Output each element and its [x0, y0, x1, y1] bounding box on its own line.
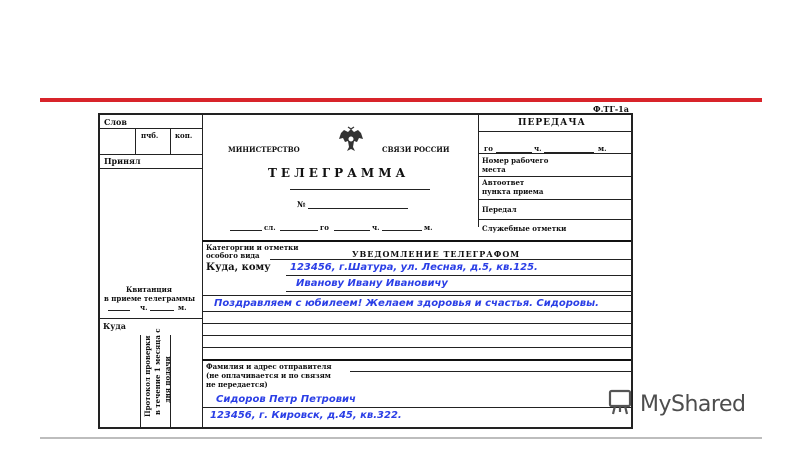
slov-label: Слов: [104, 117, 127, 127]
body-rule: [202, 407, 631, 408]
m-label: м.: [424, 223, 433, 232]
presentation-board-icon: [606, 388, 634, 420]
left-column-divider: [202, 115, 203, 427]
sender-label: Фамилия и адрес отправителя: [206, 362, 332, 371]
left-grid-line: [170, 128, 171, 154]
top-red-rule: [40, 98, 762, 102]
telegram-form: [98, 104, 633, 429]
address-text: 123456, г.Шатура, ул. Лесная, д.5, кв.125.: [290, 262, 538, 273]
recipient-text: Иванову Ивану Ивановичу: [296, 278, 448, 289]
sender-address-text: 123456, г. Кировск, д.45, кв.322.: [210, 410, 402, 421]
body-rule: [202, 335, 631, 336]
right-grid-line: [478, 176, 631, 177]
right-grid-line: [478, 219, 631, 220]
peredacha-ch: ч.: [534, 144, 542, 153]
sender-label-2: (не оплачивается и по связям: [206, 371, 331, 380]
avtootvet-label-2: пункта приема: [482, 187, 544, 196]
svyazi-label: СВЯЗИ РОССИИ: [382, 145, 450, 154]
kvitanciya-ch: ч.: [140, 303, 148, 312]
myshared-text: MyShared: [640, 391, 746, 417]
ch-label: ч.: [372, 223, 380, 232]
blank-line: [280, 230, 318, 231]
body-rule: [202, 311, 631, 312]
body-rule: [202, 347, 631, 348]
blank-line: [150, 310, 174, 311]
sluzhebnye-label: Служебные отметки: [482, 224, 567, 233]
telegram-title: ТЕЛЕГРАММА: [268, 166, 410, 180]
right-grid-line: [478, 153, 631, 154]
nomer-label-2: места: [482, 165, 506, 174]
number-label: №: [297, 199, 306, 209]
body-rule: [202, 295, 631, 296]
body-rule: [286, 275, 631, 276]
uvedomlenie-label: УВЕДОМЛЕНИЕ ТЕЛЕГРАФОМ: [352, 249, 521, 259]
bottom-rule: [40, 437, 762, 439]
blank-line: [382, 230, 422, 231]
avtootvet-label: Автоответ: [482, 178, 525, 187]
myshared-watermark: [606, 388, 745, 420]
form-code: Ф.ТГ-1а: [593, 104, 629, 114]
body-rule: [286, 291, 631, 292]
left-grid-line: [100, 128, 202, 129]
peredacha-label: ПЕРЕДАЧА: [518, 118, 586, 128]
body-rule: [202, 323, 631, 324]
sender-name-text: Сидоров Петр Петрович: [216, 394, 356, 405]
ministry-label: МИНИСТЕРСТВО: [228, 145, 300, 154]
kategorii-label: Категоргии и отметки: [206, 243, 299, 252]
peredal-label: Передал: [482, 205, 517, 214]
peredacha-m: м.: [598, 144, 607, 153]
left-grid-line: [100, 318, 202, 319]
go-label: го: [320, 223, 329, 232]
kvitanciya-label: Квитанция: [126, 285, 172, 294]
left-grid-line: [140, 335, 141, 427]
protokol-line-3: дня подачи: [163, 356, 172, 403]
nomer-label: Номер рабочего: [482, 156, 549, 165]
sl-label: сл.: [264, 223, 276, 232]
blank-line: [308, 208, 408, 209]
eagle-emblem-icon: [336, 125, 366, 155]
kategorii-label-2: особого вида: [206, 251, 260, 260]
body-rule: [350, 371, 631, 372]
kuda-label: Куда: [103, 321, 126, 331]
protokol-line-2: в течение 1 месяца с: [153, 328, 162, 415]
right-grid-line: [478, 199, 631, 200]
blank-line: [334, 230, 370, 231]
blank-line: [290, 189, 430, 190]
kvitanciya-label-2: в приеме телеграммы: [104, 294, 196, 303]
pvb-label: пчб.: [141, 131, 159, 140]
right-grid-line: [478, 131, 631, 132]
left-grid-line: [100, 154, 202, 155]
prinyal-label: Принял: [104, 156, 141, 166]
sender-label-3: не передается): [206, 380, 268, 389]
kop-label: коп.: [175, 131, 193, 140]
message-text: Поздравляем с юбилеем! Желаем здоровья и счастья. Сидоровы.: [214, 298, 599, 309]
peredacha-go: го: [484, 144, 493, 153]
protokol-line-1: Протокол проверки: [143, 335, 152, 417]
kvitanciya-m: м.: [178, 303, 187, 312]
left-grid-line: [135, 128, 136, 154]
blank-line: [230, 230, 262, 231]
kuda-komu-label: Куда, кому: [206, 262, 271, 273]
left-grid-line: [100, 168, 202, 169]
body-rule: [202, 359, 631, 361]
body-rule: [270, 259, 631, 260]
blank-line: [108, 310, 130, 311]
body-top-rule: [202, 240, 631, 242]
